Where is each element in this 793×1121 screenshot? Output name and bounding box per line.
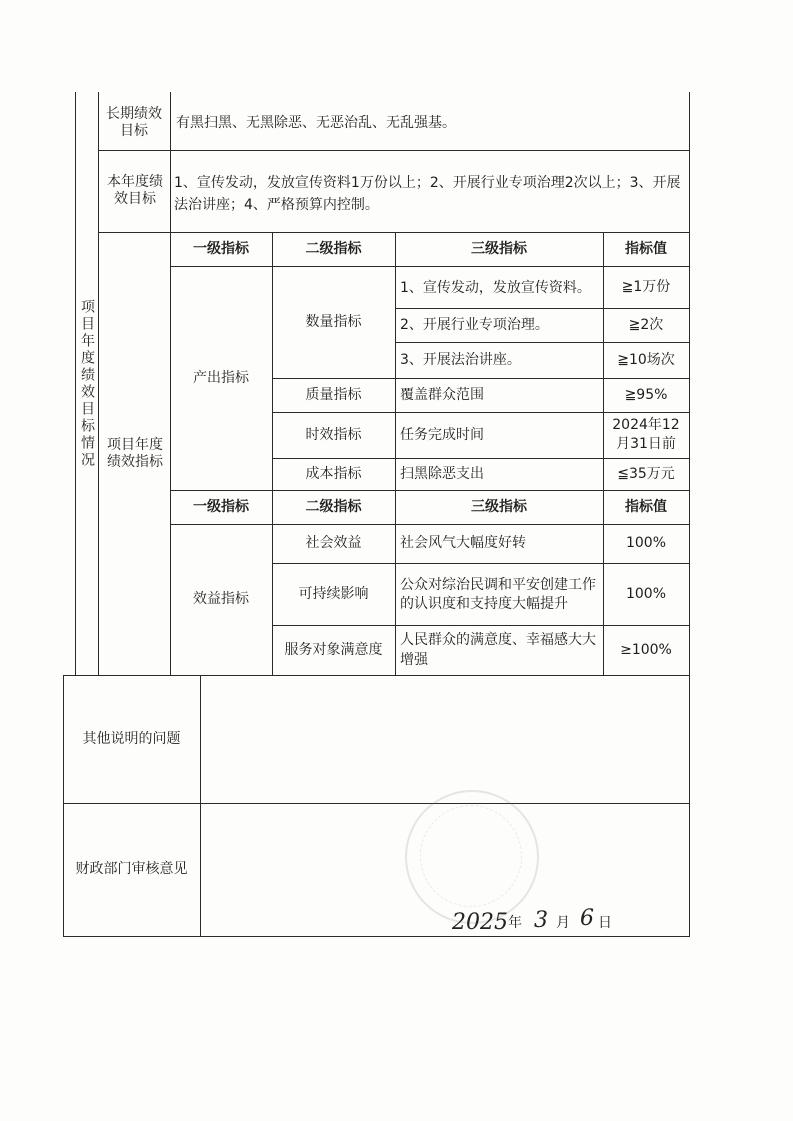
cost-indicator-label: 成本指标	[305, 465, 362, 482]
benefit-row-1-value: 100%	[625, 535, 667, 551]
official-seal-inner	[420, 805, 522, 907]
header-level2-2: 二级指标	[305, 498, 362, 515]
row-line-1	[98, 150, 690, 151]
date-year-unit: 年	[508, 915, 522, 931]
output-row-5-level3: 任务完成时间	[400, 426, 484, 443]
header-level3-2: 三级指标	[471, 498, 527, 515]
other-notes-label: 其他说明的问题	[82, 730, 181, 747]
date-month-unit: 月	[556, 915, 570, 931]
output-row-4-value: ≧95%	[624, 386, 668, 403]
output-row-6-level3: 扫黑除恶支出	[400, 465, 484, 482]
output-row-1-value: ≧1万份	[621, 278, 671, 295]
benefit-indicator-label: 效益指标	[193, 591, 249, 607]
satisfaction-label: 服务对象满意度	[284, 641, 383, 658]
benefit-row-3-level3: 人民群众的满意度、幸福感大大增强	[400, 632, 596, 668]
output-row-4-level3: 覆盖群众范围	[400, 386, 484, 403]
table-border-right	[689, 92, 690, 937]
header-level2: 二级指标	[305, 240, 362, 257]
quality-indicator-label: 质量指标	[305, 386, 362, 403]
benefit-row-1-level3: 社会风气大幅度好转	[400, 535, 526, 551]
date-year: 2025	[452, 910, 508, 935]
output-row-2-level3: 2、开展行业专项治理。	[400, 316, 549, 333]
date-day-unit: 日	[598, 915, 612, 931]
output-indicator-label: 产出指标	[193, 369, 249, 386]
timeliness-indicator-label: 时效指标	[305, 426, 362, 443]
header-level3: 三级指标	[471, 240, 527, 257]
output-row-2-value: ≧2次	[628, 316, 664, 333]
benefit-row-2-value: 100%	[625, 585, 667, 602]
header-level1-2: 一级指标	[193, 498, 249, 515]
other-notes-value	[206, 675, 686, 803]
finance-review-label: 财政部门审核意见	[75, 861, 188, 877]
quantity-indicator-label: 数量指标	[305, 313, 362, 330]
social-benefit-label: 社会效益	[305, 535, 362, 551]
annual-goal-label: 本年度绩效目标	[107, 174, 163, 207]
annual-goal-value: 1、宣传发动，发放宣传资料1万份以上；2、开展行业专项治理2次以上；3、开展法治讲座；4、严格预算内控制。	[174, 175, 681, 213]
date-month: 3	[534, 908, 548, 933]
header-value: 指标值	[625, 240, 667, 257]
output-row-3-level3: 3、开展法治讲座。	[400, 351, 521, 368]
long-term-goal-label: 长期绩效目标	[106, 106, 162, 139]
header-value-2: 指标值	[625, 498, 667, 515]
benefit-row-3-value: ≥100%	[620, 641, 672, 658]
long-term-goal-value: 有黑扫黑、无黑除恶、无恶治乱、无乱强基。	[176, 114, 456, 131]
indicators-label: 项目年度绩效指标	[107, 436, 163, 470]
sustainability-label: 可持续影响	[298, 585, 369, 602]
output-row-3-value: ≧10场次	[617, 351, 675, 368]
section-title: 项目年度绩效目标情况	[79, 298, 95, 469]
col-divider-lower	[200, 675, 201, 937]
benefit-row-2-level3: 公众对综治民调和平安创建工作的认识度和支持度大幅提升	[400, 577, 596, 612]
col-divider-1	[98, 92, 99, 675]
output-row-1-level3: 1、宣传发动，发放宣传资料。	[400, 279, 591, 296]
date-day: 6	[580, 906, 594, 931]
output-row-5-value: 2024年12月31日前	[612, 417, 680, 452]
col-divider-4	[395, 232, 396, 675]
output-row-6-value: ≦35万元	[617, 465, 675, 482]
table-border-bottom	[63, 936, 690, 937]
header-level1: 一级指标	[193, 240, 249, 257]
